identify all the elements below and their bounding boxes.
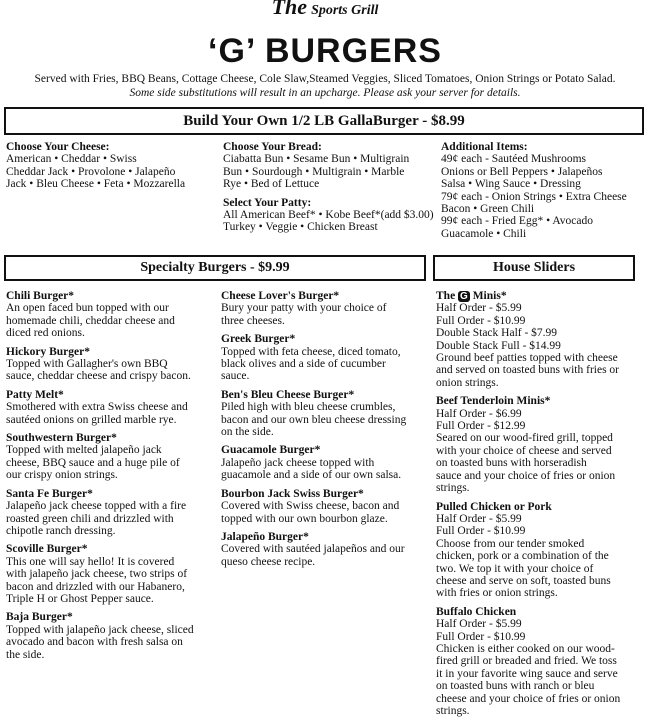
slider-item-desc: cheese and your choice of fries or onion <box>436 692 621 705</box>
menu-item-name: Chili Burger* <box>6 290 75 302</box>
slider-item-name <box>436 395 638 407</box>
menu-item-desc: our crispy onion strings. <box>6 469 118 482</box>
menu-item-desc: chipotle ranch dressing. <box>6 524 116 537</box>
menu-item-desc: queso cheese recipe. <box>221 555 316 568</box>
cheese-heading: Choose Your Cheese: <box>6 141 110 153</box>
items-line: 99¢ each - Fried Egg* • Avocado <box>441 215 593 228</box>
menu-item-desc: Bury your patty with your choice of <box>221 302 387 315</box>
menu-item <box>6 488 216 538</box>
bread-patty-options <box>223 141 438 234</box>
g-logo-mark: G <box>460 291 468 302</box>
served-with-text: Served with Fries, BBQ Beans, Cottage Cheese, Cole Slaw,Steamed Veggies, Sliced Tomatoes, Onion Strings or Potato Salad. <box>34 73 616 85</box>
slider-item-desc: Double Stack Full - $14.99 <box>436 339 561 352</box>
slider-item-desc: with fries or onion strings. <box>436 587 558 600</box>
menu-item-desc: Covered with sautéed jalapeños and our <box>221 543 405 556</box>
menu-item-desc: sauce. <box>221 370 250 383</box>
menu-item-desc: Covered with Swiss cheese, bacon and <box>221 500 400 513</box>
menu-item-desc: roasted green chili and drizzled with <box>6 512 174 525</box>
page-title: ‘G’ BURGERS <box>208 32 442 70</box>
menu-item-desc: An open faced bun topped with our <box>6 302 169 315</box>
menu-item-name: Ben's Bleu Cheese Burger* <box>221 388 355 401</box>
items-line: Guacamole • Chili <box>441 227 527 240</box>
bread-line: Bun • Sourdough • Multigrain • Marble <box>223 165 405 178</box>
slider-item-desc: Half Order - $5.99 <box>436 618 522 631</box>
bread-line: Rye • Bed of Lettuce <box>223 178 320 191</box>
slider-item-desc: Half Order - $6.99 <box>436 407 522 420</box>
menu-item-desc: This one will say hello! It is covered <box>6 555 175 568</box>
items-line: Bacon • Green Chili <box>441 203 535 216</box>
substitution-note: Some side substitutions will result in an upcharge. Please ask your server for details. <box>129 87 521 99</box>
slider-item-name <box>436 501 638 513</box>
slider-item <box>436 290 638 389</box>
build-your-own-heading: Build Your Own 1/2 LB GallaBurger - $8.99 <box>4 107 644 135</box>
menu-item-name: Baja Burger* <box>6 611 73 624</box>
menu-item-desc: Triple H or Ghost Pepper sauce. <box>6 592 154 605</box>
menu-item-name: Jalapeño Burger* <box>221 530 309 543</box>
menu-item-desc: with jalapeño jack cheese, two strips of <box>6 568 188 581</box>
slider-item-desc: Seared on our wood-fired grill, topped <box>436 432 613 445</box>
logo-name: Sports Grill <box>311 3 379 18</box>
slider-name-text: Beef Tenderloin Minis* <box>436 395 551 408</box>
slider-item-desc: strings. <box>436 482 470 495</box>
restaurant-logo <box>0 0 650 20</box>
menu-item-desc: bacon and our own bleu cheese dressing <box>221 413 407 426</box>
menu-item <box>221 531 426 568</box>
slider-item-desc: onion strings. <box>436 376 499 389</box>
menu-item <box>6 389 216 426</box>
menu-item-desc: Piled high with bleu cheese crumbles, <box>221 401 396 414</box>
menu-item-desc: sautéed onions on grilled marble rye. <box>6 413 177 426</box>
menu-item <box>6 346 216 383</box>
menu-item <box>221 333 426 383</box>
patty-heading: Select Your Patty: <box>223 196 312 209</box>
menu-item-name: Patty Melt* <box>6 388 64 401</box>
specialty-left-column <box>6 290 216 667</box>
slider-item-desc: fired grill or breaded and fried. We toss <box>436 655 617 668</box>
menu-item-desc: the side. <box>6 648 45 661</box>
menu-item-desc: Topped with melted jalapeño jack <box>6 444 162 457</box>
bread-options <box>223 141 438 191</box>
menu-item-name: Bourbon Jack Swiss Burger* <box>221 487 364 500</box>
slider-item-name <box>436 290 638 302</box>
sliders-column <box>436 290 638 723</box>
items-line: 49¢ each - Sautéed Mushrooms <box>441 153 586 166</box>
menu-item <box>221 389 426 439</box>
items-heading: Additional Items: <box>441 141 528 153</box>
slider-item-desc: Full Order - $10.99 <box>436 314 526 327</box>
intro-text <box>0 72 650 100</box>
slider-item-desc: cheese and serve on soft, toasted buns <box>436 574 611 587</box>
bread-line: Ciabatta Bun • Sesame Bun • Multigrain <box>223 153 410 166</box>
menu-item <box>6 432 216 482</box>
items-line: Onions or Bell Peppers • Jalapeños <box>441 165 603 178</box>
slider-item-desc: Chicken is either cooked on our wood- <box>436 642 615 655</box>
specialty-right-column <box>221 290 426 574</box>
menu-item <box>6 543 216 605</box>
menu-item-name: Guacamole Burger* <box>221 444 321 457</box>
menu-item-desc: Topped with Gallagher's own BBQ <box>6 358 168 371</box>
menu-item-name: Greek Burger* <box>221 333 296 346</box>
cheese-options <box>6 141 211 191</box>
menu-item <box>6 611 216 661</box>
slider-item <box>436 606 638 718</box>
slider-item-desc: Half Order - $5.99 <box>436 512 522 525</box>
slider-name-text: Minis* <box>469 290 507 302</box>
menu-item <box>221 290 426 327</box>
slider-name-text: Pulled Chicken or Pork <box>436 500 552 513</box>
menu-item-desc: sauce, cheddar cheese and crispy bacon. <box>6 370 191 383</box>
menu-item-desc: Topped with feta cheese, diced tomato, <box>221 345 401 358</box>
slider-item-desc: Double Stack Half - $7.99 <box>436 327 558 340</box>
slider-item-desc: two. We top it with your choice of <box>436 562 594 575</box>
menu-item-name: Scoville Burger* <box>6 543 88 556</box>
menu-item-name: Cheese Lover's Burger* <box>221 290 340 302</box>
slider-name-text: Buffalo Chicken <box>436 605 517 618</box>
menu-item <box>221 488 426 525</box>
menu-item-desc: topped with our own bourbon glaze. <box>221 512 388 525</box>
menu-item <box>221 444 426 481</box>
slider-item-desc: Half Order - $5.99 <box>436 302 522 315</box>
logo-the: The <box>271 0 308 19</box>
items-line: Salsa • Wing Sauce • Dressing <box>441 178 581 191</box>
slider-item-desc: Ground beef patties topped with cheese <box>436 352 618 365</box>
cheese-line: Jack • Bleu Cheese • Feta • Mozzarella <box>6 178 186 191</box>
menu-item-name: Santa Fe Burger* <box>6 487 93 500</box>
menu-item-desc: diced red onions. <box>6 327 85 340</box>
patty-line: Turkey • Veggie • Chicken Breast <box>223 221 378 234</box>
slider-item-desc: chicken, pork or a combination of the <box>436 550 609 563</box>
menu-item-desc: on the side. <box>221 426 274 439</box>
menu-item-desc: Jalapeño jack cheese topped with <box>221 456 375 469</box>
menu-item-desc: cheese, BBQ sauce and a huge pile of <box>6 456 180 469</box>
slider-item-desc: with your choice of cheese and served <box>436 444 612 457</box>
menu-item-desc: guacamole and a side of our own salsa. <box>221 469 402 482</box>
menu-item-desc: homemade chili, cheddar cheese and <box>6 314 175 327</box>
bread-heading: Choose Your Bread: <box>223 141 322 153</box>
slider-item-desc: Choose from our tender smoked <box>436 537 585 550</box>
slider-item-desc: and served on toasted buns with fries or <box>436 364 620 377</box>
menu-item-desc: avocado and bacon with fresh salsa on <box>6 636 183 649</box>
menu-item-desc: bacon and drizzled with our Habanero, <box>6 580 185 593</box>
house-sliders-heading: House Sliders <box>433 255 635 281</box>
additional-items <box>441 141 646 240</box>
menu-item-name: Southwestern Burger* <box>6 432 117 445</box>
slider-item-name <box>436 606 638 618</box>
menu-item-desc: Jalapeño jack cheese topped with a fire <box>6 500 187 513</box>
cheese-line: American • Cheddar • Swiss <box>6 153 137 166</box>
menu-item-desc: Smothered with extra Swiss cheese and <box>6 401 188 414</box>
patty-options <box>223 197 438 234</box>
cheese-line: Cheddar Jack • Provolone • Jalapeño <box>6 165 176 178</box>
menu-item-desc: Topped with jalapeño jack cheese, sliced <box>6 623 194 636</box>
patty-line: All American Beef* • Kobe Beef*(add $3.00) <box>223 209 434 222</box>
slider-item-desc: Full Order - $10.99 <box>436 525 526 538</box>
specialty-burgers-heading: Specialty Burgers - $9.99 <box>4 255 426 281</box>
menu-item-name: Hickory Burger* <box>6 345 90 358</box>
slider-item <box>436 501 638 600</box>
slider-name-text: The <box>436 290 459 302</box>
slider-item-desc: Full Order - $10.99 <box>436 630 526 643</box>
slider-item-desc: sauce and your choice of fries or onion <box>436 469 616 482</box>
menu-item <box>6 290 216 340</box>
slider-item-desc: Full Order - $12.99 <box>436 420 526 433</box>
menu-item-desc: black olives and a side of cucumber <box>221 358 386 371</box>
slider-item-desc: on toasted buns with ranch or bleu <box>436 680 595 693</box>
items-line: 79¢ each - Onion Strings • Extra Cheese <box>441 190 627 203</box>
slider-item-desc: it in your favorite wing sauce and serve <box>436 667 618 680</box>
slider-item-desc: strings. <box>436 705 470 717</box>
slider-item <box>436 395 638 494</box>
slider-item-desc: on toasted buns with horseradish <box>436 457 587 470</box>
menu-item-desc: three cheeses. <box>221 314 285 327</box>
